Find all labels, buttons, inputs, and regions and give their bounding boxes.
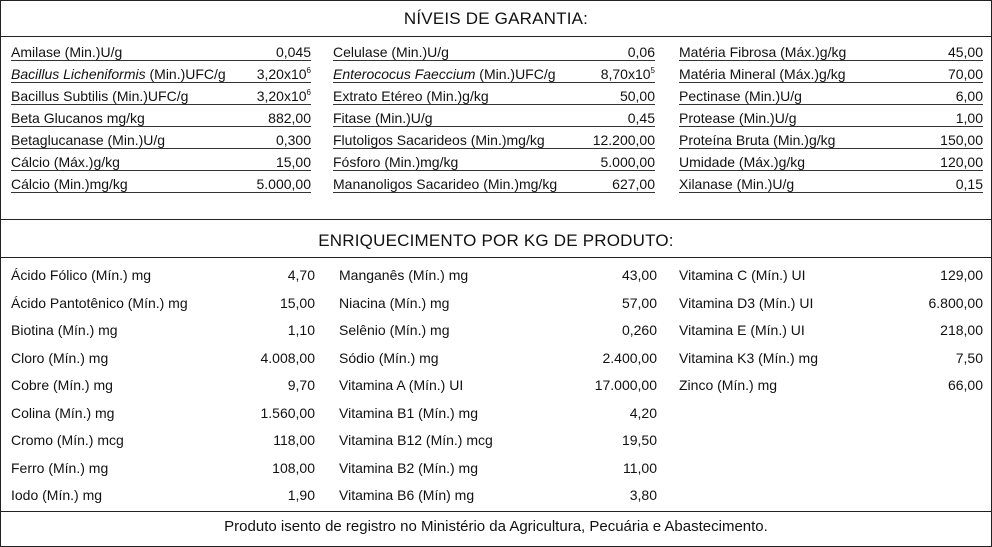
guarantee-value bbox=[956, 88, 983, 104]
guarantee-value-text: 5.000,00 bbox=[256, 176, 311, 192]
guarantee-label bbox=[11, 154, 120, 170]
enrichment-value: 2.400,00 bbox=[602, 349, 657, 366]
guarantee-value bbox=[268, 110, 311, 126]
enrichment-value: 1.560,00 bbox=[260, 404, 315, 421]
enrichment-label: Vitamina B12 (Mín.) mcg bbox=[339, 432, 493, 448]
enrichment-value: 11,00 bbox=[623, 459, 657, 476]
enrichment-label: Manganês (Mín.) mg bbox=[339, 267, 469, 283]
guarantee-value-text: 0,300 bbox=[275, 132, 311, 148]
enrichment-value: 7,50 bbox=[955, 349, 983, 366]
enrichment-row bbox=[339, 485, 657, 503]
guarantee-value-text: 0,15 bbox=[955, 176, 983, 192]
enrichment-label: Vitamina A (Mín.) UI bbox=[339, 377, 464, 393]
enrichment-row bbox=[679, 265, 983, 283]
guarantee-value bbox=[948, 44, 983, 60]
guarantee-label bbox=[333, 88, 489, 104]
guarantee-label-text: Celulase (Min.)U/g bbox=[333, 44, 449, 60]
enrichment-label: Ácido Pantotênico (Mín.) mg bbox=[11, 294, 188, 311]
guarantee-label bbox=[333, 154, 458, 170]
guarantee-label-text: Beta Glucanos mg/kg bbox=[11, 110, 145, 126]
guarantee-label-text: Extrato Etéreo (Min.)g/kg bbox=[333, 88, 489, 104]
guarantee-label-text: Proteína Bruta (Min.)g/kg bbox=[679, 132, 836, 148]
enrichment-row bbox=[11, 458, 315, 476]
guarantee-row bbox=[11, 85, 311, 105]
guarantee-value-text: 6,00 bbox=[955, 88, 983, 104]
guarantee-label bbox=[11, 66, 226, 82]
guarantee-label bbox=[11, 176, 128, 192]
enrichment-row bbox=[339, 348, 657, 366]
guarantee-label bbox=[333, 132, 545, 148]
guarantee-value-text: 50,00 bbox=[619, 88, 655, 104]
guarantee-label-text: Cálcio (Min.)mg/kg bbox=[11, 176, 128, 192]
guarantee-row bbox=[679, 173, 983, 193]
enrichment-value: 0,260 bbox=[621, 322, 657, 338]
guarantee-label-text: Cálcio (Máx.)g/kg bbox=[11, 154, 120, 170]
enrichment-row bbox=[339, 430, 657, 448]
guarantee-row bbox=[679, 151, 983, 171]
guarantee-value-text: 882,00 bbox=[268, 110, 311, 126]
enrichment-row bbox=[11, 430, 315, 448]
enrichment-value: 57,00 bbox=[621, 294, 657, 311]
enrichment-label: Vitamina B2 (Mín.) mg bbox=[339, 459, 479, 476]
guarantee-label bbox=[11, 44, 122, 60]
guarantee-row bbox=[11, 129, 311, 149]
enrichment-row bbox=[339, 293, 657, 311]
guarantee-row bbox=[11, 173, 311, 193]
enrichment-row bbox=[679, 293, 983, 311]
guarantee-value-text: 3,20x10 bbox=[256, 66, 307, 82]
enrichment-label: Iodo (Mín.) mg bbox=[11, 487, 103, 503]
guarantee-value-exponent: 5 bbox=[650, 66, 655, 75]
guarantee-label-text: Fitase (Min.)U/g bbox=[333, 110, 433, 126]
guarantee-value bbox=[257, 88, 311, 104]
enrichment-value: 108,00 bbox=[272, 459, 315, 476]
guarantee-row bbox=[333, 173, 655, 193]
guarantee-value bbox=[620, 88, 655, 104]
guarantee-label-text: Amilase (Min.)U/g bbox=[11, 44, 123, 60]
enrichment-value: 9,70 bbox=[287, 377, 315, 393]
guarantee-value bbox=[956, 176, 983, 192]
guarantee-label-text: Betaglucanase (Min.)U/g bbox=[11, 132, 166, 148]
guarantee-value bbox=[948, 66, 983, 82]
enrichment-label: Vitamina E (Mín.) UI bbox=[679, 322, 805, 338]
enrichment-value: 66,00 bbox=[947, 377, 983, 393]
enrichment-row bbox=[679, 375, 983, 393]
enrichment-label: Ferro (Mín.) mg bbox=[11, 459, 109, 476]
guarantee-label bbox=[679, 88, 802, 104]
guarantee-row bbox=[333, 85, 655, 105]
enrichment-label: Vitamina K3 (Mín.) mg bbox=[679, 349, 819, 366]
guarantee-label bbox=[679, 176, 794, 192]
guarantee-value bbox=[257, 176, 312, 192]
guarantee-label-text: Bacillus Subtilis (Min.)UFC/g bbox=[11, 88, 189, 104]
divider bbox=[1, 36, 991, 37]
guarantee-label-text: Fósforo (Min.)mg/kg bbox=[333, 154, 459, 170]
enrichment-row bbox=[11, 485, 315, 503]
guarantee-value bbox=[601, 66, 655, 82]
enrichment-label: Vitamina D3 (Mín.) UI bbox=[679, 294, 814, 311]
guarantee-label-text: Matéria Fibrosa (Máx.)g/kg bbox=[679, 44, 847, 60]
guarantee-label-text: (Min.)UFC/g bbox=[145, 66, 226, 82]
enrichment-value: 15,00 bbox=[279, 294, 315, 311]
enrichment-label: Ácido Fólico (Mín.) mg bbox=[11, 267, 152, 283]
guarantee-label-italic: Enterococus Faeccium bbox=[333, 66, 476, 82]
enrichment-value: 129,00 bbox=[940, 267, 983, 283]
guarantee-value-text: 0,06 bbox=[627, 44, 655, 60]
guarantee-label-text: Mananoligos Sacarideo (Min.)mg/kg bbox=[333, 176, 558, 192]
guarantee-label bbox=[11, 88, 188, 104]
enrichment-value: 118,00 bbox=[273, 432, 315, 448]
enrichment-label: Vitamina B6 (Mín) mg bbox=[339, 487, 475, 503]
enrichment-value: 218,00 bbox=[940, 322, 983, 338]
guarantee-row bbox=[679, 129, 983, 149]
enrichment-label: Biotina (Mín.) mg bbox=[11, 322, 118, 338]
guarantee-value bbox=[612, 176, 655, 192]
guarantee-value-text: 3,20x10 bbox=[256, 88, 307, 104]
guarantee-value bbox=[593, 132, 655, 148]
enrichment-row bbox=[339, 403, 657, 421]
guarantee-value-text: 150,00 bbox=[940, 132, 983, 148]
guarantee-label bbox=[679, 110, 796, 126]
enrichment-row bbox=[11, 293, 315, 311]
enrichment-title: ENRIQUECIMENTO POR KG DE PRODUTO: bbox=[318, 231, 674, 250]
guarantee-value bbox=[276, 154, 311, 170]
guarantee-row bbox=[679, 41, 983, 61]
enrichment-value: 43,00 bbox=[621, 267, 657, 283]
registration-note: Produto isento de registro no Ministério da Agricultura, Pecuária e Abastecimento. bbox=[224, 518, 768, 535]
enrichment-row bbox=[339, 458, 657, 476]
guarantee-label-text: Protease (Min.)U/g bbox=[679, 110, 797, 126]
guarantee-row bbox=[11, 151, 311, 171]
guarantee-label bbox=[333, 176, 557, 192]
guarantee-row bbox=[679, 107, 983, 127]
guarantee-label-text: Xilanase (Min.)U/g bbox=[679, 176, 795, 192]
guarantee-value-text: 5.000,00 bbox=[600, 154, 655, 170]
guarantee-label bbox=[333, 44, 449, 60]
guarantee-label-italic: Bacillus Licheniformis bbox=[11, 66, 146, 82]
enrichment-value: 4,70 bbox=[287, 267, 315, 283]
guarantee-row bbox=[333, 41, 655, 61]
enrichment-row bbox=[339, 375, 657, 393]
guarantee-value bbox=[956, 110, 983, 126]
enrichment-label: Cloro (Mín.) mg bbox=[11, 349, 109, 366]
guarantee-title: NÍVEIS DE GARANTIA: bbox=[403, 9, 589, 28]
enrichment-row bbox=[339, 265, 657, 283]
guarantee-value-text: 15,00 bbox=[275, 154, 311, 170]
guarantee-value bbox=[601, 154, 656, 170]
guarantee-value bbox=[940, 132, 983, 148]
enrichment-label: Colina (Mín.) mg bbox=[11, 404, 115, 421]
guarantee-row bbox=[333, 151, 655, 171]
enrichment-value: 4,20 bbox=[629, 404, 657, 421]
guarantee-value bbox=[628, 110, 655, 126]
guarantee-value-text: 627,00 bbox=[612, 176, 655, 192]
guarantee-value bbox=[276, 132, 311, 148]
guarantee-label-text: Pectinase (Min.)U/g bbox=[679, 88, 802, 104]
divider bbox=[1, 257, 991, 258]
enrichment-label: Vitamina C (Mín.) UI bbox=[679, 267, 806, 283]
guarantee-value bbox=[276, 44, 311, 60]
guarantee-row bbox=[333, 107, 655, 127]
enrichment-row bbox=[11, 348, 315, 366]
guarantee-label bbox=[333, 66, 556, 82]
enrichment-value: 6.800,00 bbox=[928, 294, 983, 311]
guarantee-row bbox=[11, 41, 311, 61]
enrichment-row bbox=[339, 320, 657, 338]
guarantee-label-text: (Min.)UFC/g bbox=[475, 66, 556, 82]
guarantee-value-exponent: 6 bbox=[306, 66, 311, 75]
enrichment-value: 4.008,00 bbox=[260, 349, 315, 366]
divider bbox=[1, 219, 991, 220]
enrichment-row bbox=[11, 265, 315, 283]
guarantee-value-text: 0,045 bbox=[275, 44, 311, 60]
guarantee-row bbox=[333, 63, 655, 83]
guarantee-row bbox=[333, 129, 655, 149]
guarantee-label bbox=[679, 154, 805, 170]
guarantee-value-text: 0,45 bbox=[627, 110, 655, 126]
enrichment-value: 3,80 bbox=[629, 487, 657, 503]
guarantee-value-text: 120,00 bbox=[940, 154, 983, 170]
guarantee-row bbox=[11, 63, 311, 83]
guarantee-label bbox=[11, 110, 145, 126]
guarantee-label-text: Umidade (Máx.)g/kg bbox=[679, 154, 806, 170]
guarantee-value-text: 12.200,00 bbox=[592, 132, 655, 148]
enrichment-label: Vitamina B1 (Mín.) mg bbox=[339, 404, 479, 421]
guarantee-value-text: 45,00 bbox=[947, 44, 983, 60]
enrichment-row bbox=[679, 348, 983, 366]
enrichment-label: Sódio (Mín.) mg bbox=[339, 349, 439, 366]
guarantee-row bbox=[11, 107, 311, 127]
guarantee-label bbox=[679, 44, 846, 60]
divider bbox=[1, 511, 991, 512]
guarantee-row bbox=[679, 85, 983, 105]
guarantee-value bbox=[257, 66, 311, 82]
enrichment-label: Cobre (Mín.) mg bbox=[11, 377, 113, 393]
guarantee-value-text: 8,70x10 bbox=[600, 66, 651, 82]
enrichment-label: Zinco (Mín.) mg bbox=[679, 377, 778, 393]
guarantee-value bbox=[628, 44, 655, 60]
guarantee-label-text: Flutoligos Sacarideos (Min.)mg/kg bbox=[333, 132, 545, 148]
enrichment-row bbox=[11, 403, 315, 421]
enrichment-value: 1,90 bbox=[287, 487, 315, 503]
enrichment-value: 19,50 bbox=[621, 432, 657, 448]
guarantee-value-text: 1,00 bbox=[955, 110, 983, 126]
enrichment-row bbox=[11, 320, 315, 338]
guarantee-label bbox=[679, 66, 846, 82]
enrichment-row bbox=[679, 320, 983, 338]
enrichment-value: 17.000,00 bbox=[594, 377, 657, 393]
guarantee-value-exponent: 6 bbox=[306, 88, 311, 97]
enrichment-value: 1,10 bbox=[287, 322, 315, 338]
guarantee-value-text: 70,00 bbox=[947, 66, 983, 82]
enrichment-row bbox=[11, 375, 315, 393]
guarantee-row bbox=[679, 63, 983, 83]
guarantee-label-text: Matéria Mineral (Máx.)g/kg bbox=[679, 66, 846, 82]
guarantee-value bbox=[940, 154, 983, 170]
enrichment-label: Cromo (Mín.) mcg bbox=[11, 432, 124, 448]
enrichment-label: Niacina (Mín.) mg bbox=[339, 294, 450, 311]
enrichment-label: Selênio (Mín.) mg bbox=[339, 322, 450, 338]
guarantee-label bbox=[11, 132, 165, 148]
guarantee-label bbox=[333, 110, 433, 126]
guarantee-label bbox=[679, 132, 835, 148]
